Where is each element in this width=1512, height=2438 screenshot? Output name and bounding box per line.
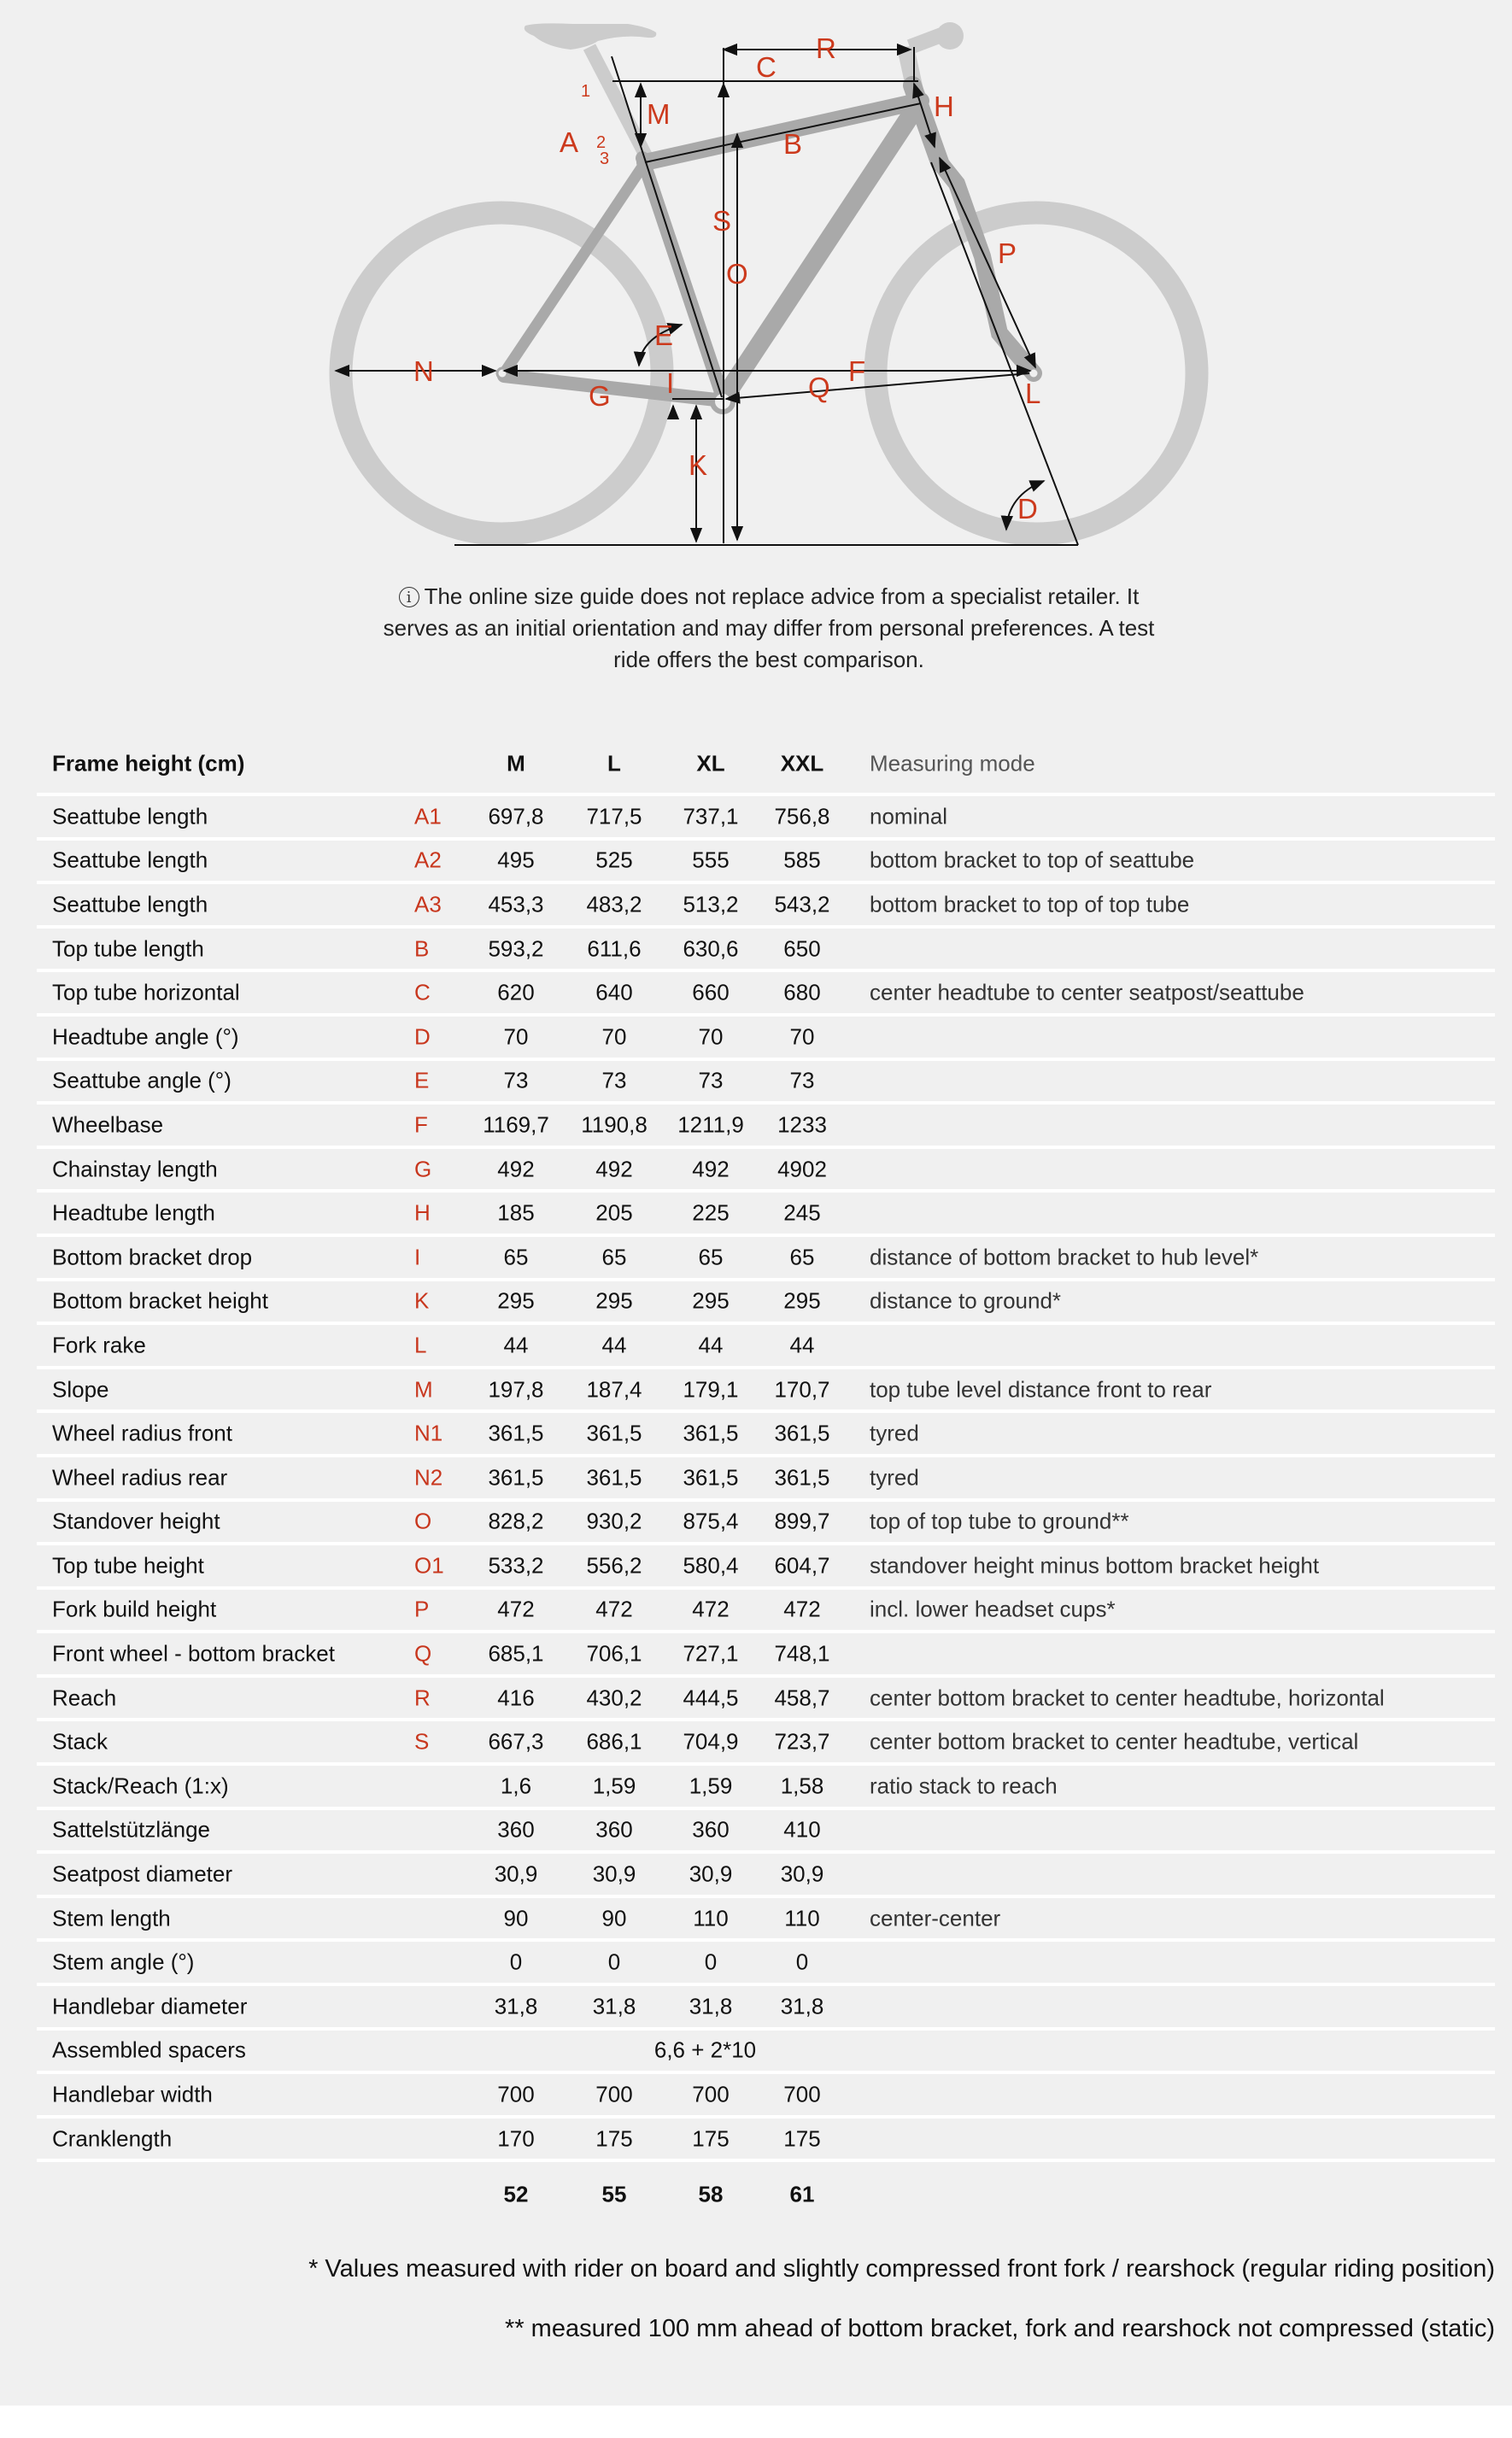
row-diagram-code: D xyxy=(414,1023,431,1050)
row-value: 495 xyxy=(497,847,535,873)
row-value: 225 xyxy=(692,1199,730,1226)
row-label: Stack/Reach (1:x) xyxy=(52,1773,229,1799)
row-label: Wheel radius rear xyxy=(52,1464,228,1491)
diagram-label-q: Q xyxy=(808,372,830,403)
row-value: 361,5 xyxy=(586,1420,642,1446)
row-value: 483,2 xyxy=(586,891,642,917)
row-value: 110 xyxy=(693,1905,729,1931)
diagram-label-s: S xyxy=(712,205,732,237)
row-value: 30,9 xyxy=(689,1861,733,1887)
row-value: 31,8 xyxy=(689,1993,733,2019)
frame-size-xl: 58 xyxy=(698,2181,724,2207)
diagram-label-l: L xyxy=(1025,378,1041,409)
frame-size-xxl: 61 xyxy=(789,2181,815,2207)
row-value: 4902 xyxy=(777,1156,827,1182)
row-label: Fork rake xyxy=(52,1332,146,1358)
row-value: 533,2 xyxy=(488,1552,544,1579)
row-value: 73 xyxy=(698,1067,724,1093)
diagram-label-p: P xyxy=(998,237,1017,269)
row-label: Seatpost diameter xyxy=(52,1861,233,1887)
row-value: 828,2 xyxy=(488,1508,544,1534)
table-row xyxy=(37,1013,1495,1058)
row-value: 65 xyxy=(601,1244,627,1270)
table-row xyxy=(37,1542,1495,1586)
row-measuring-mode: distance to ground* xyxy=(870,1287,1062,1314)
size-guide-disclaimer xyxy=(376,581,1162,676)
table-row xyxy=(37,1454,1495,1498)
row-value: 875,4 xyxy=(683,1508,739,1534)
diagram-label-e: E xyxy=(654,319,674,351)
table-row xyxy=(37,1674,1495,1719)
row-value: 704,9 xyxy=(683,1728,739,1755)
row-measuring-mode: ratio stack to reach xyxy=(870,1773,1058,1799)
row-value: 472 xyxy=(692,1596,730,1622)
row-measuring-mode: bottom bracket to top of top tube xyxy=(870,891,1190,917)
table-row xyxy=(37,1322,1495,1366)
row-diagram-code: A2 xyxy=(414,847,442,873)
row-value: 175 xyxy=(692,2125,730,2152)
row-value: 630,6 xyxy=(683,935,739,962)
row-value: 580,4 xyxy=(683,1552,739,1579)
row-value: 899,7 xyxy=(774,1508,830,1534)
diagram-label-n: N xyxy=(413,355,434,387)
row-diagram-code: H xyxy=(414,1199,431,1226)
row-label: Headtube angle (°) xyxy=(52,1023,239,1050)
table-row xyxy=(37,2071,1495,2115)
row-label: Seattube length xyxy=(52,891,208,917)
row-value: 65 xyxy=(698,1244,724,1270)
table-row xyxy=(37,793,1495,837)
row-measuring-mode: distance of bottom bracket to hub level* xyxy=(870,1244,1259,1270)
row-value: 30,9 xyxy=(494,1861,538,1887)
table-row xyxy=(37,1146,1495,1190)
table-header xyxy=(37,735,1495,793)
table-row xyxy=(37,925,1495,970)
table-row xyxy=(37,1366,1495,1410)
row-label: Seattube length xyxy=(52,803,208,829)
diagram-label-b: B xyxy=(783,128,803,160)
row-label: Cranklength xyxy=(52,2125,173,2152)
diagram-label-a3: 3 xyxy=(600,149,610,168)
row-diagram-code: Q xyxy=(414,1640,432,1667)
row-value: 0 xyxy=(795,1949,809,1975)
row-value: 660 xyxy=(692,979,730,1005)
row-value: 44 xyxy=(503,1332,529,1358)
row-diagram-code: A1 xyxy=(414,803,442,829)
diagram-label-a1: 1 xyxy=(581,82,591,101)
bike-geometry-svg xyxy=(0,0,1512,564)
row-diagram-code: L xyxy=(414,1332,427,1358)
row-value: 555 xyxy=(692,847,730,873)
row-value: 30,9 xyxy=(592,1861,636,1887)
diagram-label-a2: 2 xyxy=(596,133,607,152)
row-diagram-code: G xyxy=(414,1156,432,1182)
row-diagram-code: N1 xyxy=(414,1420,443,1446)
saddle xyxy=(525,23,657,50)
row-value: 175 xyxy=(783,2125,821,2152)
row-value: 73 xyxy=(601,1067,627,1093)
row-value: 175 xyxy=(595,2125,633,2152)
row-value: 697,8 xyxy=(488,803,544,829)
row-value: 667,3 xyxy=(488,1728,544,1755)
row-value: 604,7 xyxy=(774,1552,830,1579)
row-value: 717,5 xyxy=(586,803,642,829)
row-value: 65 xyxy=(503,1244,529,1270)
row-measuring-mode: center-center xyxy=(870,1905,1001,1931)
row-value: 185 xyxy=(497,1199,535,1226)
row-diagram-code: F xyxy=(414,1111,428,1138)
row-label: Seattube angle (°) xyxy=(52,1067,231,1093)
row-value: 593,2 xyxy=(488,935,544,962)
row-measuring-mode: center headtube to center seatpost/seattube xyxy=(870,979,1304,1005)
row-value: 748,1 xyxy=(774,1640,830,1667)
row-value: 361,5 xyxy=(683,1420,739,1446)
row-value: 1190,8 xyxy=(581,1111,648,1138)
row-value: 706,1 xyxy=(586,1640,642,1667)
table-row xyxy=(37,881,1495,925)
row-value: 360 xyxy=(595,1816,633,1843)
row-value: 295 xyxy=(692,1287,730,1314)
row-value: 361,5 xyxy=(488,1420,544,1446)
row-label: Handlebar diameter xyxy=(52,1993,248,2019)
row-value: 525 xyxy=(595,847,633,873)
bike-geometry-diagram xyxy=(0,0,1512,564)
row-value: 650 xyxy=(783,935,821,962)
table-row xyxy=(37,1895,1495,1939)
row-value: 1,59 xyxy=(592,1773,636,1799)
diagram-label-o: O xyxy=(726,258,748,290)
info-icon: i xyxy=(399,587,419,607)
row-value: 700 xyxy=(783,2081,821,2107)
disclaimer-text: The online size guide does not replace advice from a specialist retailer. It serves as an initial orientation and may differ from personal preferences. A test ride offers the best comparison. xyxy=(383,583,1155,672)
row-value: 492 xyxy=(497,1156,535,1182)
row-value: 1211,9 xyxy=(677,1111,744,1138)
header-measuring-mode: Measuring mode xyxy=(870,750,1035,777)
row-label: Stem angle (°) xyxy=(52,1949,195,1975)
row-label: Headtube length xyxy=(52,1199,215,1226)
row-measuring-mode: tyred xyxy=(870,1464,919,1491)
row-value: 70 xyxy=(601,1023,627,1050)
row-measuring-mode: bottom bracket to top of seattube xyxy=(870,847,1195,873)
row-label: Front wheel - bottom bracket xyxy=(52,1640,335,1667)
row-value-all-sizes: 6,6 + 2*10 xyxy=(653,2037,757,2063)
table-row xyxy=(37,2027,1495,2072)
row-value: 430,2 xyxy=(586,1685,642,1711)
row-value: 0 xyxy=(509,1949,523,1975)
row-value: 170 xyxy=(497,2125,535,2152)
row-value: 73 xyxy=(503,1067,529,1093)
row-diagram-code: I xyxy=(414,1244,421,1270)
row-value: 1233 xyxy=(777,1111,827,1138)
table-row xyxy=(37,1498,1495,1543)
row-value: 686,1 xyxy=(586,1728,642,1755)
row-label: Slope xyxy=(52,1376,109,1403)
row-label: Seattube length xyxy=(52,847,208,873)
footnote-single-asterisk: * Values measured with rider on board and slightly compressed front fork / rearshock (regular riding position) xyxy=(308,2255,1495,2283)
row-value: 416 xyxy=(497,1685,535,1711)
row-diagram-code: O xyxy=(414,1508,432,1534)
diagram-label-r: R xyxy=(816,32,836,64)
row-diagram-code: K xyxy=(414,1287,430,1314)
row-value: 458,7 xyxy=(774,1685,830,1711)
diagram-label-a: A xyxy=(560,126,579,158)
table-row xyxy=(37,1807,1495,1851)
row-value: 472 xyxy=(595,1596,633,1622)
row-label: Top tube length xyxy=(52,935,204,962)
frame-size-l: 55 xyxy=(601,2181,627,2207)
diagram-label-c: C xyxy=(756,51,777,83)
footnote-double-asterisk: ** measured 100 mm ahead of bottom bracket, fork and rearshock not compressed (static) xyxy=(505,2315,1495,2342)
row-label: Handlebar width xyxy=(52,2081,213,2107)
row-label: Bottom bracket drop xyxy=(52,1244,253,1270)
row-diagram-code: R xyxy=(414,1685,431,1711)
diagram-label-d: D xyxy=(1017,493,1038,525)
row-label: Wheelbase xyxy=(52,1111,164,1138)
table-row xyxy=(37,1101,1495,1146)
table-row xyxy=(37,2115,1495,2160)
row-value: 187,4 xyxy=(586,1376,642,1403)
row-value: 179,1 xyxy=(683,1376,739,1403)
row-label: Top tube horizontal xyxy=(52,979,240,1005)
table-row xyxy=(37,837,1495,882)
row-value: 70 xyxy=(698,1023,724,1050)
table-row xyxy=(37,1278,1495,1322)
row-value: 197,8 xyxy=(488,1376,544,1403)
row-value: 31,8 xyxy=(494,1993,538,2019)
row-value: 444,5 xyxy=(683,1685,739,1711)
row-label: Top tube height xyxy=(52,1552,204,1579)
row-measuring-mode: center bottom bracket to center headtube, vertical xyxy=(870,1728,1359,1755)
row-label: Standover height xyxy=(52,1508,220,1534)
row-value: 1169,7 xyxy=(483,1111,549,1138)
row-value: 640 xyxy=(595,979,633,1005)
row-value: 611,6 xyxy=(587,935,642,962)
table-row xyxy=(37,1850,1495,1895)
row-label: Bottom bracket height xyxy=(52,1287,268,1314)
row-label: Stack xyxy=(52,1728,108,1755)
geometry-table xyxy=(37,735,1495,2227)
row-label: Assembled spacers xyxy=(52,2037,246,2063)
frame-size-row xyxy=(37,2159,1495,2227)
row-diagram-code: C xyxy=(414,979,431,1005)
row-measuring-mode: nominal xyxy=(870,803,948,829)
header-size-m: M xyxy=(507,750,525,777)
row-value: 245 xyxy=(783,1199,821,1226)
row-value: 556,2 xyxy=(586,1552,642,1579)
row-label: Sattelstützlänge xyxy=(52,1816,211,1843)
row-diagram-code: E xyxy=(414,1067,430,1093)
row-value: 0 xyxy=(607,1949,621,1975)
row-value: 756,8 xyxy=(774,803,830,829)
row-measuring-mode: standover height minus bottom bracket height xyxy=(870,1552,1320,1579)
row-diagram-code: B xyxy=(414,935,430,962)
diagram-label-i: I xyxy=(666,367,675,399)
row-measuring-mode: center bottom bracket to center headtube, horizontal xyxy=(870,1685,1385,1711)
row-value: 295 xyxy=(497,1287,535,1314)
row-measuring-mode: top tube level distance front to rear xyxy=(870,1376,1212,1403)
row-diagram-code: N2 xyxy=(414,1464,443,1491)
row-value: 73 xyxy=(789,1067,815,1093)
row-value: 295 xyxy=(595,1287,633,1314)
table-row xyxy=(37,1058,1495,1102)
header-size-l: L xyxy=(607,750,621,777)
header-frame-height: Frame height (cm) xyxy=(52,750,245,777)
row-value: 360 xyxy=(497,1816,535,1843)
row-value: 472 xyxy=(783,1596,821,1622)
header-size-xl: XL xyxy=(696,750,725,777)
row-label: Reach xyxy=(52,1685,117,1711)
table-row xyxy=(37,969,1495,1013)
row-value: 31,8 xyxy=(780,1993,824,2019)
row-diagram-code: M xyxy=(414,1376,433,1403)
row-value: 1,59 xyxy=(689,1773,733,1799)
row-label: Fork build height xyxy=(52,1596,217,1622)
table-row xyxy=(37,1409,1495,1454)
row-value: 1,58 xyxy=(780,1773,824,1799)
table-row xyxy=(37,1189,1495,1234)
row-value: 1,6 xyxy=(500,1773,532,1799)
row-value: 585 xyxy=(783,847,821,873)
row-value: 700 xyxy=(497,2081,535,2107)
row-value: 410 xyxy=(783,1816,821,1843)
row-label: Wheel radius front xyxy=(52,1420,232,1446)
row-value: 361,5 xyxy=(488,1464,544,1491)
diagram-label-m: M xyxy=(647,98,671,130)
row-measuring-mode: tyred xyxy=(870,1420,919,1446)
diagram-label-g: G xyxy=(589,380,611,412)
row-value: 110 xyxy=(784,1905,820,1931)
table-row xyxy=(37,1718,1495,1762)
row-value: 727,1 xyxy=(683,1640,739,1667)
row-value: 472 xyxy=(497,1596,535,1622)
row-value: 737,1 xyxy=(683,803,739,829)
table-row xyxy=(37,1762,1495,1807)
row-value: 90 xyxy=(601,1905,627,1931)
row-diagram-code: P xyxy=(414,1596,430,1622)
row-value: 70 xyxy=(503,1023,529,1050)
row-value: 700 xyxy=(595,2081,633,2107)
row-value: 513,2 xyxy=(683,891,739,917)
row-value: 360 xyxy=(692,1816,730,1843)
row-measuring-mode: top of top tube to ground** xyxy=(870,1508,1129,1534)
row-value: 361,5 xyxy=(586,1464,642,1491)
row-value: 65 xyxy=(789,1244,815,1270)
row-value: 44 xyxy=(698,1332,724,1358)
table-row xyxy=(37,1983,1495,2027)
row-value: 492 xyxy=(595,1156,633,1182)
row-value: 30,9 xyxy=(780,1861,824,1887)
diagram-label-k: K xyxy=(689,449,708,481)
diagram-label-f: F xyxy=(848,355,866,387)
row-value: 543,2 xyxy=(774,891,830,917)
row-value: 205 xyxy=(595,1199,633,1226)
header-size-xxl: XXL xyxy=(780,750,824,777)
row-value: 0 xyxy=(704,1949,718,1975)
row-value: 44 xyxy=(789,1332,815,1358)
row-value: 700 xyxy=(692,2081,730,2107)
row-label: Chainstay length xyxy=(52,1156,218,1182)
table-row xyxy=(37,1630,1495,1674)
row-label: Stem length xyxy=(52,1905,171,1931)
row-value: 90 xyxy=(503,1905,529,1931)
row-value: 685,1 xyxy=(488,1640,544,1667)
row-diagram-code: S xyxy=(414,1728,430,1755)
row-value: 170,7 xyxy=(774,1376,830,1403)
row-value: 361,5 xyxy=(774,1464,830,1491)
row-value: 70 xyxy=(789,1023,815,1050)
row-value: 361,5 xyxy=(774,1420,830,1446)
row-measuring-mode: incl. lower headset cups* xyxy=(870,1596,1116,1622)
row-value: 453,3 xyxy=(488,891,544,917)
table-row xyxy=(37,1234,1495,1278)
row-value: 492 xyxy=(692,1156,730,1182)
row-value: 680 xyxy=(783,979,821,1005)
row-value: 295 xyxy=(783,1287,821,1314)
row-value: 361,5 xyxy=(683,1464,739,1491)
frame-size-m: 52 xyxy=(503,2181,529,2207)
diagram-label-h: H xyxy=(934,91,954,122)
row-diagram-code: O1 xyxy=(414,1552,444,1579)
row-value: 930,2 xyxy=(586,1508,642,1534)
table-row xyxy=(37,1586,1495,1631)
table-row xyxy=(37,1938,1495,1983)
row-value: 44 xyxy=(601,1332,627,1358)
row-diagram-code: A3 xyxy=(414,891,442,917)
row-value: 723,7 xyxy=(774,1728,830,1755)
row-value: 31,8 xyxy=(592,1993,636,2019)
row-value: 620 xyxy=(497,979,535,1005)
